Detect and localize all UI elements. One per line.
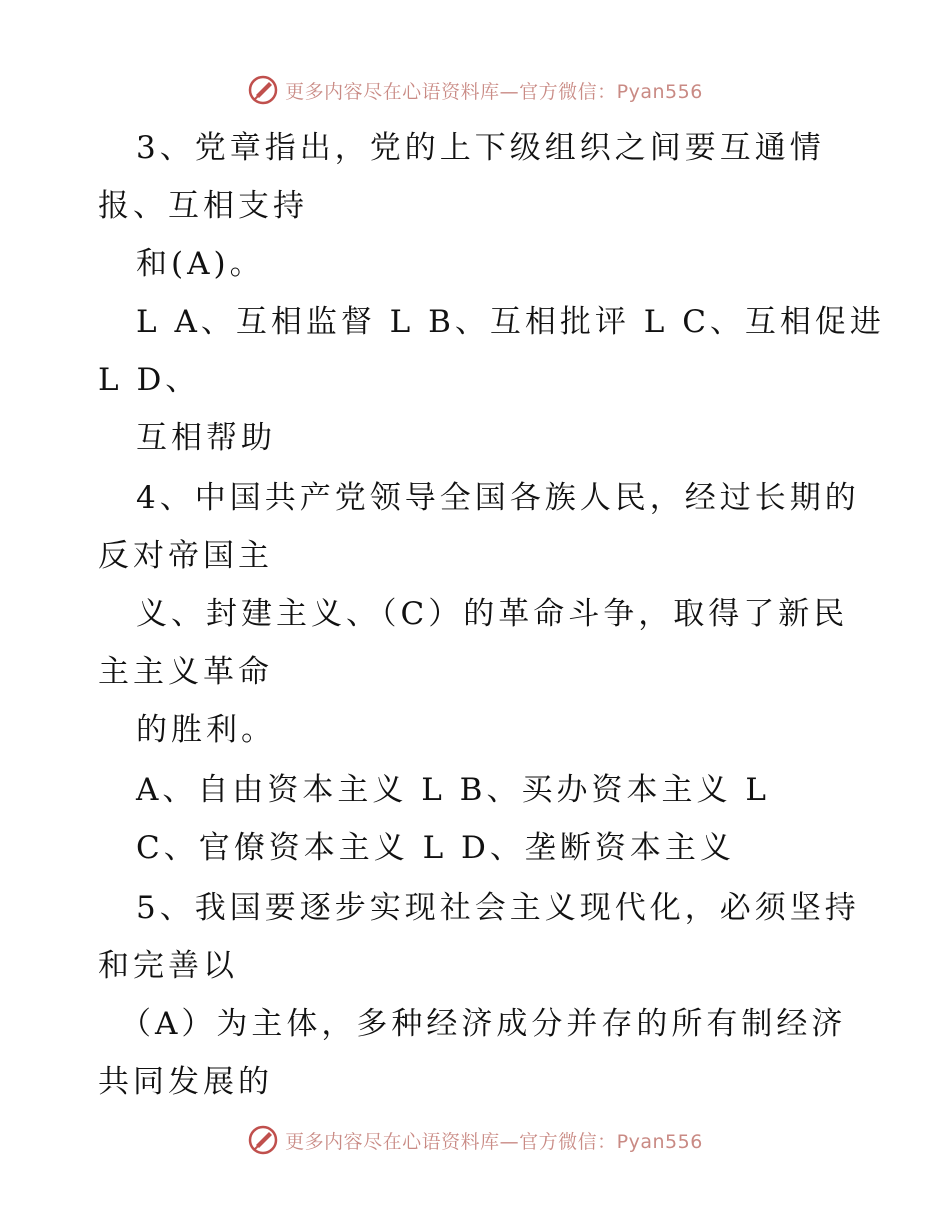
text-line: 共同发展的: [98, 1064, 273, 1100]
text-line: L A、互相监督 L B、互相批评 L C、互相促进: [136, 304, 885, 340]
watermark-text: 更多内容尽在心语资料库—官方微信：Pyan556: [285, 1130, 703, 1153]
text-line: C、官僚资本主义 L D、垄断资本主义: [136, 830, 735, 866]
text-line: 5、我国要逐步实现社会主义现代化，必须坚持: [136, 890, 860, 926]
text-line: 4、中国共产党领导全国各族人民，经过长期的: [136, 480, 860, 516]
text-line: 互相帮助: [136, 420, 276, 456]
text-line: 义、封建主义、（C）的革命斗争，取得了新民: [136, 596, 849, 632]
text-line: 和(A)。: [136, 246, 265, 282]
text-line: 和完善以: [98, 948, 238, 984]
text-line: 反对帝国主: [98, 538, 273, 574]
watermark-text: 更多内容尽在心语资料库—官方微信：Pyan556: [285, 80, 703, 103]
text-line: 3、党章指出，党的上下级组织之间要互通情: [136, 130, 825, 166]
text-line: 主主义革命: [98, 654, 273, 690]
text-line: A、自由资本主义 L B、买办资本主义 L: [136, 772, 770, 808]
text-line: （A）为主体，多种经济成分并存的所有制经济: [120, 1006, 847, 1042]
text-line: L D、: [98, 362, 201, 398]
text-line: 的胜利。: [136, 712, 276, 748]
footer-watermark: [0, 1122, 950, 1158]
seal-logo-icon: [247, 1124, 279, 1156]
text-line: 报、互相支持: [98, 188, 308, 224]
